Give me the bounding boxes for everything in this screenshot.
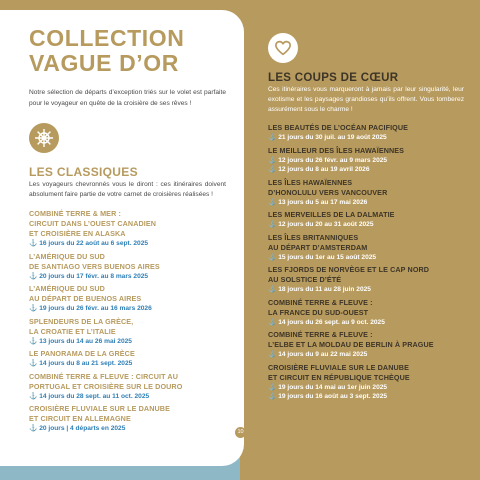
itinerary-title: LE PANORAMA DE LA GRÈCE [29, 349, 135, 358]
dates-text: 21 jours du 30 juil. au 19 août 2025 [278, 134, 387, 141]
dates-text: 14 jours du 28 sept. au 11 oct. 2025 [39, 392, 150, 400]
itinerary-title: CROISIÈRE FLUVIALE SUR LE DANUBE ET CIRCUIT EN ALLEMAGNE [29, 404, 170, 423]
heart-icon [274, 39, 292, 57]
dates-text: 20 jours du 17 févr. au 8 mars 2025 [39, 272, 149, 280]
itinerary-title: L’AMÉRIQUE DU SUD AU DÉPART DE BUENOS AIRES [29, 284, 142, 303]
anchor-icon: ⚓ [268, 156, 277, 164]
list-item [29, 252, 226, 282]
left-panel [0, 10, 244, 466]
page-number: 10 [235, 427, 246, 438]
itinerary-dates [29, 424, 226, 434]
itinerary-title: COMBINÉ TERRE & MER : CIRCUIT DANS L’OUEST CANADIEN ET CROISIÈRE EN ALASKA [29, 209, 157, 238]
itinerary-title: COMBINÉ TERRE & FLEUVE : L’ELBE ET LA MOLDAU DE BERLIN À PRAGUE [268, 330, 434, 349]
list-item [29, 284, 226, 314]
itinerary-title: L’AMÉRIQUE DU SUD DE SANTIAGO VERS BUENOS AIRES [29, 251, 160, 271]
collection-title [29, 26, 226, 76]
anchor-icon: ⚓ [29, 425, 38, 432]
itinerary-dates [268, 156, 464, 166]
itinerary-dates [268, 133, 464, 143]
dates-text: 14 jours du 26 sept. au 9 oct. 2025 [278, 318, 385, 326]
classics-description: Les voyageurs chevronnés vous le diront : ces itinéraires doivent absolument faire partie de votre carnet de croisières réalisées ! [29, 181, 226, 198]
list-item [268, 178, 464, 208]
list-item [29, 317, 226, 347]
anchor-icon: ⚓ [29, 305, 38, 312]
title-line-2: VAGUE D’OR [29, 50, 179, 76]
favorites-title: LES COUPS DE CŒUR [268, 72, 399, 84]
anchor-icon: ⚓ [29, 240, 38, 247]
list-item [268, 330, 464, 360]
anchor-icon: ⚓ [29, 360, 38, 367]
dates-text: 12 jours du 8 au 19 avril 2026 [278, 166, 370, 173]
itinerary-dates [29, 359, 226, 369]
list-item [29, 404, 226, 434]
itinerary-dates [29, 239, 226, 249]
title-line-1: COLLECTION [29, 25, 185, 51]
itinerary-title: LES MERVEILLES DE LA DALMATIE [268, 210, 395, 219]
anchor-icon: ⚓ [268, 393, 277, 400]
anchor-icon: ⚓ [268, 253, 277, 261]
dates-text: 18 jours du 11 au 28 juin 2025 [278, 286, 371, 293]
list-item [268, 146, 464, 175]
anchor-icon: ⚓ [268, 134, 277, 141]
list-item [268, 210, 464, 230]
right-panel [268, 33, 464, 405]
dates-text: 16 jours du 22 août au 6 sept. 2025 [39, 240, 149, 247]
itinerary-title: COMBINÉ TERRE & FLEUVE : LA FRANCE DU SUD-OUEST [268, 297, 373, 317]
dates-text: 13 jours du 14 au 26 mai 2025 [39, 337, 132, 345]
itinerary-title: COMBINÉ TERRE & FLEUVE : CIRCUIT AU PORTUGAL ET CROISIÈRE SUR LE DOURO [29, 371, 183, 391]
dates-text: 14 jours du 8 au 21 sept. 2025 [39, 360, 133, 367]
classics-list [29, 209, 226, 434]
itinerary-title: LES BEAUTÉS DE L’OCÉAN PACIFIQUE [268, 123, 409, 132]
dates-text: 20 jours | 4 départs en 2025 [39, 425, 126, 432]
anchor-icon: ⚓ [29, 272, 38, 280]
list-item [268, 123, 464, 143]
itinerary-dates [268, 253, 464, 263]
list-item [268, 265, 464, 295]
itinerary-title: LES ÎLES HAWAÏENNES D’HONOLULU VERS VANCOUVER [268, 177, 388, 197]
itinerary-dates [29, 392, 226, 402]
dates-text: 12 jours du 26 févr. au 9 mars 2025 [278, 156, 388, 164]
itinerary-dates [268, 165, 464, 175]
itinerary-dates [29, 304, 226, 314]
itinerary-dates [268, 318, 464, 328]
ship-wheel-icon [34, 128, 54, 148]
itinerary-title: LES FJORDS DE NORVÈGE ET LE CAP NORD AU SOLSTICE D’ÉTÉ [268, 265, 430, 284]
itinerary-dates [268, 285, 464, 295]
ship-wheel-badge [29, 123, 59, 153]
dates-text: 19 jours du 14 mai au 1er juin 2025 [278, 383, 388, 391]
itinerary-title: LES ÎLES BRITANNIQUES AU DÉPART D’AMSTERDAM [268, 232, 368, 252]
list-item [29, 209, 226, 249]
anchor-icon: ⚓ [268, 198, 277, 206]
itinerary-title: CROISIÈRE FLUVIALE SUR LE DANUBE ET CIRCUIT EN RÉPUBLIQUE TCHÈQUE [268, 362, 410, 382]
favorites-description: Ces itinéraires vous marqueront à jamais par leur singularité, leur exotisme et les paysages grandioses qu’ils offrent. Vous tomberez assurément sous le charme ! [268, 86, 464, 113]
dates-text: 19 jours du 26 févr. au 16 mars 2026 [39, 305, 152, 312]
itinerary-dates [268, 383, 464, 393]
list-item [29, 349, 226, 369]
itinerary-dates [268, 220, 464, 230]
list-item [268, 298, 464, 328]
intro-text: Notre sélection de départs d’exception triés sur le volet est parfaite pour le voyageur en quête de la croisière de ses rêves ! [29, 89, 226, 107]
dates-text: 12 jours du 20 au 31 août 2025 [278, 221, 374, 228]
anchor-icon: ⚓ [268, 221, 277, 228]
dates-text: 15 jours du 1er au 15 août 2025 [278, 253, 377, 261]
anchor-icon: ⚓ [268, 166, 277, 173]
anchor-icon: ⚓ [268, 318, 277, 326]
itinerary-dates [268, 392, 464, 402]
favorites-list [268, 123, 464, 402]
classics-title: LES CLASSIQUES [29, 165, 138, 179]
dates-text: 13 jours du 5 au 17 mai 2026 [278, 198, 368, 206]
anchor-icon: ⚓ [29, 392, 38, 400]
anchor-icon: ⚓ [29, 337, 38, 345]
itinerary-dates [29, 337, 226, 347]
list-item [29, 372, 226, 402]
itinerary-dates [29, 272, 226, 282]
anchor-icon: ⚓ [268, 351, 277, 358]
anchor-icon: ⚓ [268, 286, 277, 293]
anchor-icon: ⚓ [268, 383, 277, 391]
list-item [268, 363, 464, 402]
list-item [268, 233, 464, 263]
dates-text: 14 jours du 9 au 22 mai 2025 [278, 351, 368, 358]
heart-badge [268, 33, 298, 63]
itinerary-title: SPLENDEURS DE LA GRÈCE, LA CROATIE ET L’ITALIE [29, 316, 134, 336]
itinerary-dates [268, 198, 464, 208]
dates-text: 19 jours du 16 août au 3 sept. 2025 [278, 393, 388, 400]
itinerary-title: LE MEILLEUR DES ÎLES HAWAÏENNES [268, 145, 405, 155]
itinerary-dates [268, 350, 464, 360]
